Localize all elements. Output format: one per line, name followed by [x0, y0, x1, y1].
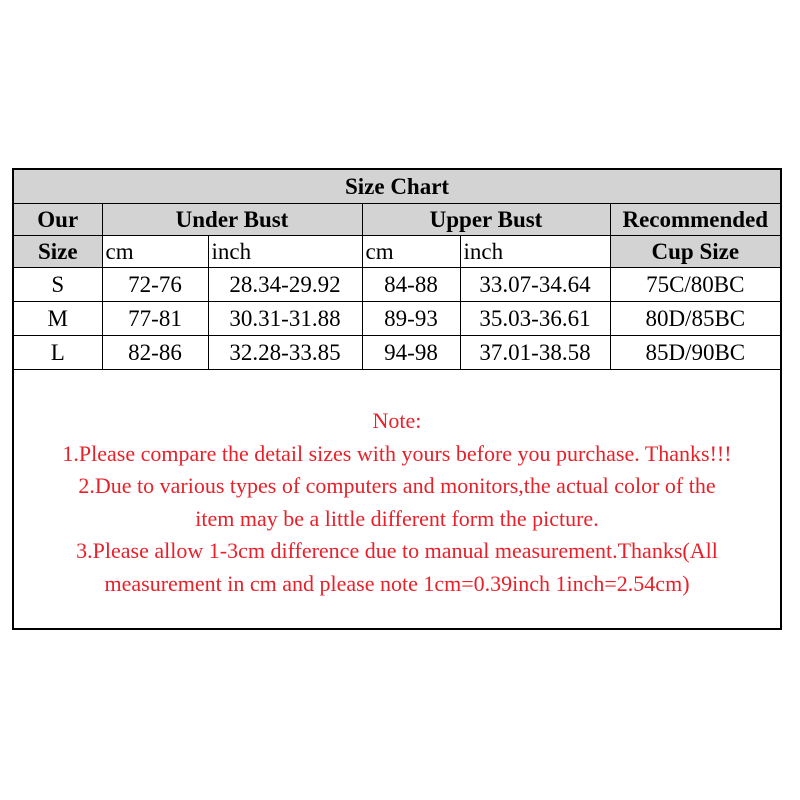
note-line-3: item may be a little different form the picture. — [195, 505, 599, 531]
header-under-bust-cm: cm — [102, 236, 208, 268]
note-title: Note: — [372, 408, 422, 433]
header-under-bust: Under Bust — [102, 204, 362, 236]
table-row — [14, 268, 780, 302]
size-table — [14, 170, 780, 370]
cell-upper-inch: 35.03-36.61 — [460, 302, 610, 336]
header-recommended-line2: Cup Size — [610, 236, 780, 268]
size-chart — [12, 168, 782, 630]
cell-cup-size: 75C/80BC — [610, 268, 780, 302]
header-upper-bust: Upper Bust — [362, 204, 610, 236]
header-recommended-line1: Recommended — [610, 204, 780, 236]
cell-upper-inch: 33.07-34.64 — [460, 268, 610, 302]
cell-under-cm: 72-76 — [102, 268, 208, 302]
cell-size: S — [14, 268, 102, 302]
note-section — [14, 370, 780, 628]
note-line-1: 1.Please compare the detail sizes with yours before you purchase. Thanks!!! — [62, 440, 732, 466]
table-row — [14, 336, 780, 370]
cell-under-cm: 77-81 — [102, 302, 208, 336]
cell-cup-size: 80D/85BC — [610, 302, 780, 336]
cell-upper-inch: 37.01-38.58 — [460, 336, 610, 370]
cell-under-inch: 32.28-33.85 — [208, 336, 362, 370]
header-upper-bust-cm: cm — [362, 236, 460, 268]
cell-upper-cm: 84-88 — [362, 268, 460, 302]
cell-under-inch: 28.34-29.92 — [208, 268, 362, 302]
table-row — [14, 302, 780, 336]
cell-under-cm: 82-86 — [102, 336, 208, 370]
cell-size: M — [14, 302, 102, 336]
table-title: Size Chart — [14, 170, 780, 204]
note-line-5: measurement in cm and please note 1cm=0.39inch 1inch=2.54cm) — [104, 570, 690, 596]
cell-upper-cm: 94-98 — [362, 336, 460, 370]
header-upper-bust-inch: inch — [460, 236, 610, 268]
note-line-4: 3.Please allow 1-3cm difference due to manual measurement.Thanks(All — [76, 538, 718, 563]
header-under-bust-inch: inch — [208, 236, 362, 268]
header-our-size-line1: Our — [14, 204, 102, 236]
cell-upper-cm: 89-93 — [362, 302, 460, 336]
cell-under-inch: 30.31-31.88 — [208, 302, 362, 336]
cell-cup-size: 85D/90BC — [610, 336, 780, 370]
cell-size: L — [14, 336, 102, 370]
header-our-size-line2: Size — [14, 236, 102, 268]
note-line-2: 2.Due to various types of computers and monitors,the actual color of the — [78, 473, 716, 498]
